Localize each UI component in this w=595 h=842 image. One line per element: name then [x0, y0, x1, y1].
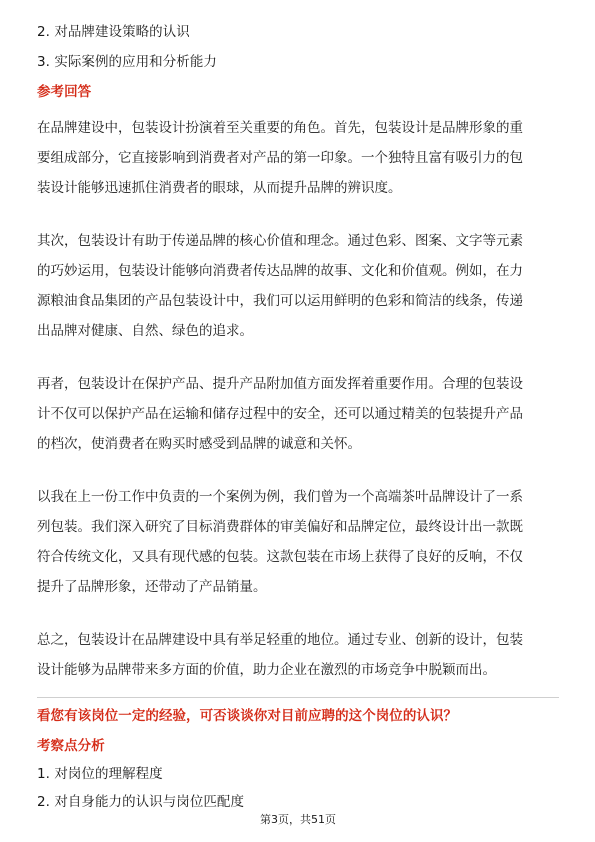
- paragraph-line: 以我在上一份工作中负责的一个案例为例，我们曾为一个高端茶叶品牌设计了一系: [37, 489, 523, 505]
- section-divider: [37, 697, 559, 698]
- analysis-heading: 考察点分析: [37, 738, 105, 754]
- paragraph-line: 出品牌对健康、自然、绿色的追求。: [37, 323, 253, 339]
- paragraph-line: 再者，包装设计在保护产品、提升产品附加值方面发挥着重要作用。合理的包装设: [37, 376, 523, 392]
- paragraph-line: 列包装。我们深入研究了目标消费群体的审美偏好和品牌定位，最终设计出一款既: [37, 519, 523, 535]
- list-item: 2. 对自身能力的认识与岗位匹配度: [37, 794, 245, 810]
- answer-paragraph: [37, 369, 559, 459]
- answer-heading: 参考回答: [37, 84, 92, 100]
- paragraph-line: 的档次，使消费者在购买时感受到品牌的诚意和关怀。: [37, 436, 361, 452]
- paragraph-line: 符合传统文化，又具有现代感的包装。这款包装在市场上获得了良好的反响，不仅: [37, 549, 523, 565]
- list-item: 1. 对岗位的理解程度: [37, 766, 163, 782]
- list-item: 2. 对品牌建设策略的认识: [37, 24, 190, 40]
- page-number: 第3页，共51页: [260, 813, 336, 826]
- paragraph-line: 计不仅可以保护产品在运输和储存过程中的安全，还可以通过精美的包装提升产品: [37, 406, 523, 422]
- paragraph-line: 设计能够为品牌带来多方面的价值，助力企业在激烈的市场竞争中脱颖而出。: [37, 662, 496, 678]
- paragraph-line: 装设计能够迅速抓住消费者的眼球，从而提升品牌的辨识度。: [37, 180, 402, 196]
- answer-paragraph: [37, 113, 559, 203]
- paragraph-line: 在品牌建设中，包装设计扮演着至关重要的角色。首先，包装设计是品牌形象的重: [37, 120, 523, 136]
- paragraph-line: 要组成部分，它直接影响到消费者对产品的第一印象。一个独特且富有吸引力的包: [37, 150, 523, 166]
- list-item: 3. 实际案例的应用和分析能力: [37, 54, 217, 70]
- document-page: [37, 0, 559, 842]
- paragraph-line: 其次，包装设计有助于传递品牌的核心价值和理念。通过色彩、图案、文字等元素: [37, 233, 523, 249]
- answer-paragraph: [37, 482, 559, 602]
- paragraph-line: 总之，包装设计在品牌建设中具有举足轻重的地位。通过专业、创新的设计，包装: [37, 632, 523, 648]
- answer-paragraph: [37, 625, 559, 685]
- paragraph-line: 的巧妙运用，包装设计能够向消费者传达品牌的故事、文化和价值观。例如，在力: [37, 263, 523, 279]
- paragraph-line: 源粮油食品集团的产品包装设计中，我们可以运用鲜明的色彩和简洁的线条，传递: [37, 293, 523, 309]
- answer-paragraph: [37, 226, 559, 346]
- paragraph-line: 提升了品牌形象，还带动了产品销量。: [37, 579, 267, 595]
- question-heading: 看您有该岗位一定的经验，可否谈谈你对目前应聘的这个岗位的认识？: [37, 708, 458, 724]
